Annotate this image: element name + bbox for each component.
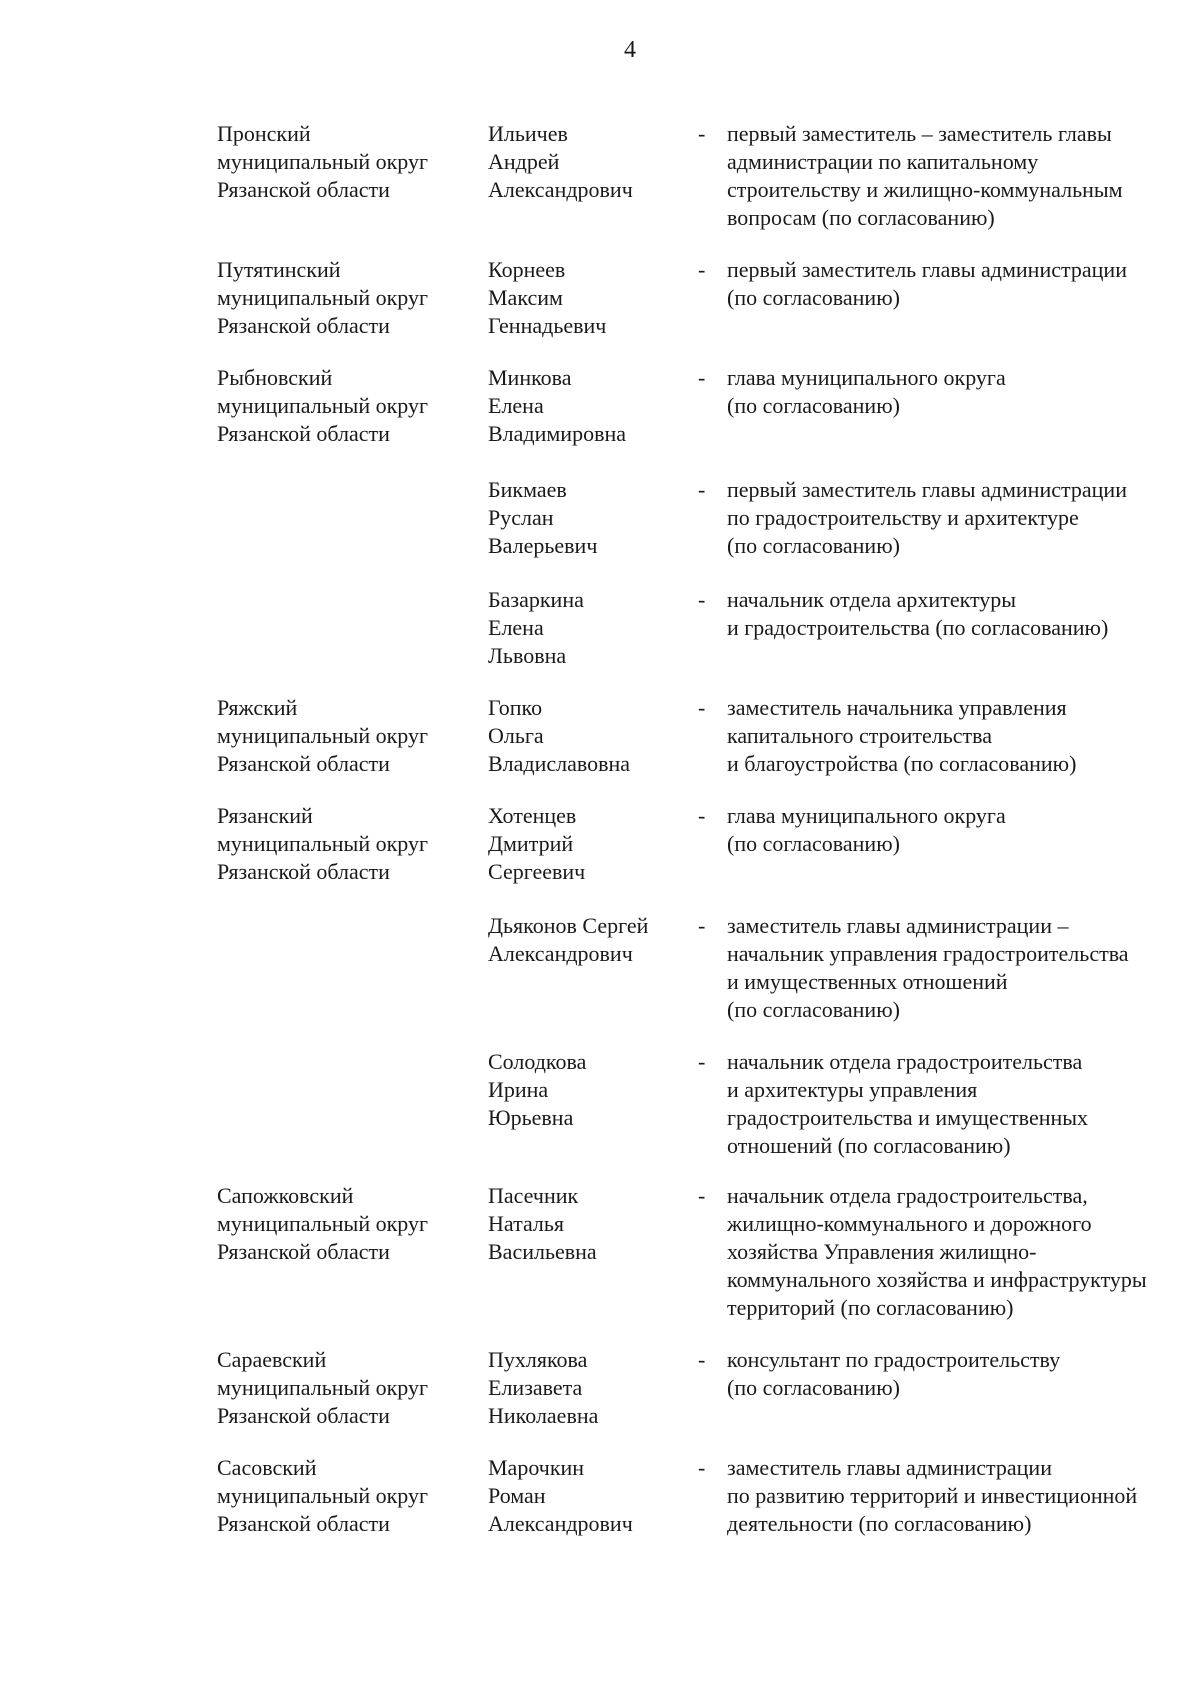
- person-name: Бикмаев Руслан Валерьевич: [488, 477, 598, 558]
- person-name: Пухлякова Елизавета Николаевна: [488, 1347, 599, 1428]
- position-text: заместитель начальника управления капитального строительства и благоустройства (по согласованию): [727, 695, 1077, 776]
- district-name: Пронский муниципальный округ Рязанской области: [217, 121, 429, 202]
- position-text: первый заместитель главы администрации по градостроительству и архитектуре (по согласованию): [727, 477, 1127, 558]
- district-name: Рыбновский муниципальный округ Рязанской области: [217, 365, 429, 446]
- position-text: первый заместитель главы администрации (по согласованию): [727, 257, 1127, 310]
- person-name: Базаркина Елена Львовна: [488, 587, 584, 668]
- person-name: Гопко Ольга Владиславовна: [488, 695, 631, 776]
- dash-separator: -: [698, 913, 706, 938]
- person-name: Солодкова Ирина Юрьевна: [488, 1049, 587, 1130]
- dash-separator: -: [698, 587, 706, 612]
- position-text: начальник отдела архитектуры и градостроительства (по согласованию): [727, 587, 1109, 640]
- person-name: Марочкин Роман Александрович: [488, 1455, 633, 1536]
- position-text: первый заместитель – заместитель главы администрации по капитальному строительству и жилищно-коммунальным вопросам (по согласованию): [727, 121, 1123, 230]
- person-name: Дьяконов Сергей Александрович: [488, 913, 649, 966]
- position-text: глава муниципального округа (по согласованию): [727, 365, 1006, 418]
- person-name: Минкова Елена Владимировна: [488, 365, 627, 446]
- dash-separator: -: [698, 1049, 706, 1074]
- district-name: Сапожковский муниципальный округ Рязанской области: [217, 1183, 429, 1264]
- person-name: Корнеев Максим Геннадьевич: [488, 257, 607, 338]
- position-text: начальник отдела градостроительства и архитектуры управления градостроительства и имущественных отношений (по согласованию): [727, 1049, 1089, 1158]
- dash-separator: -: [698, 121, 706, 146]
- dash-separator: -: [698, 1183, 706, 1208]
- dash-separator: -: [698, 365, 706, 390]
- dash-separator: -: [698, 803, 706, 828]
- person-name: Ильичев Андрей Александрович: [488, 121, 633, 202]
- position-text: заместитель главы администрации по развитию территорий и инвестиционной деятельности (по согласованию): [727, 1455, 1138, 1536]
- district-name: Ряжский муниципальный округ Рязанской области: [217, 695, 429, 776]
- district-name: Рязанский муниципальный округ Рязанской области: [217, 803, 429, 884]
- position-text: консультант по градостроительству (по согласованию): [727, 1347, 1061, 1400]
- position-text: заместитель главы администрации – начальник управления градостроительства и имущественных отношений (по согласованию): [727, 913, 1129, 1022]
- dash-separator: -: [698, 477, 706, 502]
- district-name: Путятинский муниципальный округ Рязанской области: [217, 257, 429, 338]
- person-name: Пасечник Наталья Васильевна: [488, 1183, 597, 1264]
- person-name: Хотенцев Дмитрий Сергеевич: [488, 803, 586, 884]
- page-number: 4: [624, 37, 636, 63]
- district-name: Сасовский муниципальный округ Рязанской области: [217, 1455, 429, 1536]
- dash-separator: -: [698, 1455, 706, 1480]
- position-text: начальник отдела градостроительства, жилищно-коммунального и дорожного хозяйства Управления жилищно- коммунального хозяйства и инфраструктуры территорий (по согласованию): [727, 1183, 1147, 1320]
- dash-separator: -: [698, 695, 706, 720]
- position-text: глава муниципального округа (по согласованию): [727, 803, 1006, 856]
- district-name: Сараевский муниципальный округ Рязанской области: [217, 1347, 429, 1428]
- dash-separator: -: [698, 1347, 706, 1372]
- dash-separator: -: [698, 257, 706, 282]
